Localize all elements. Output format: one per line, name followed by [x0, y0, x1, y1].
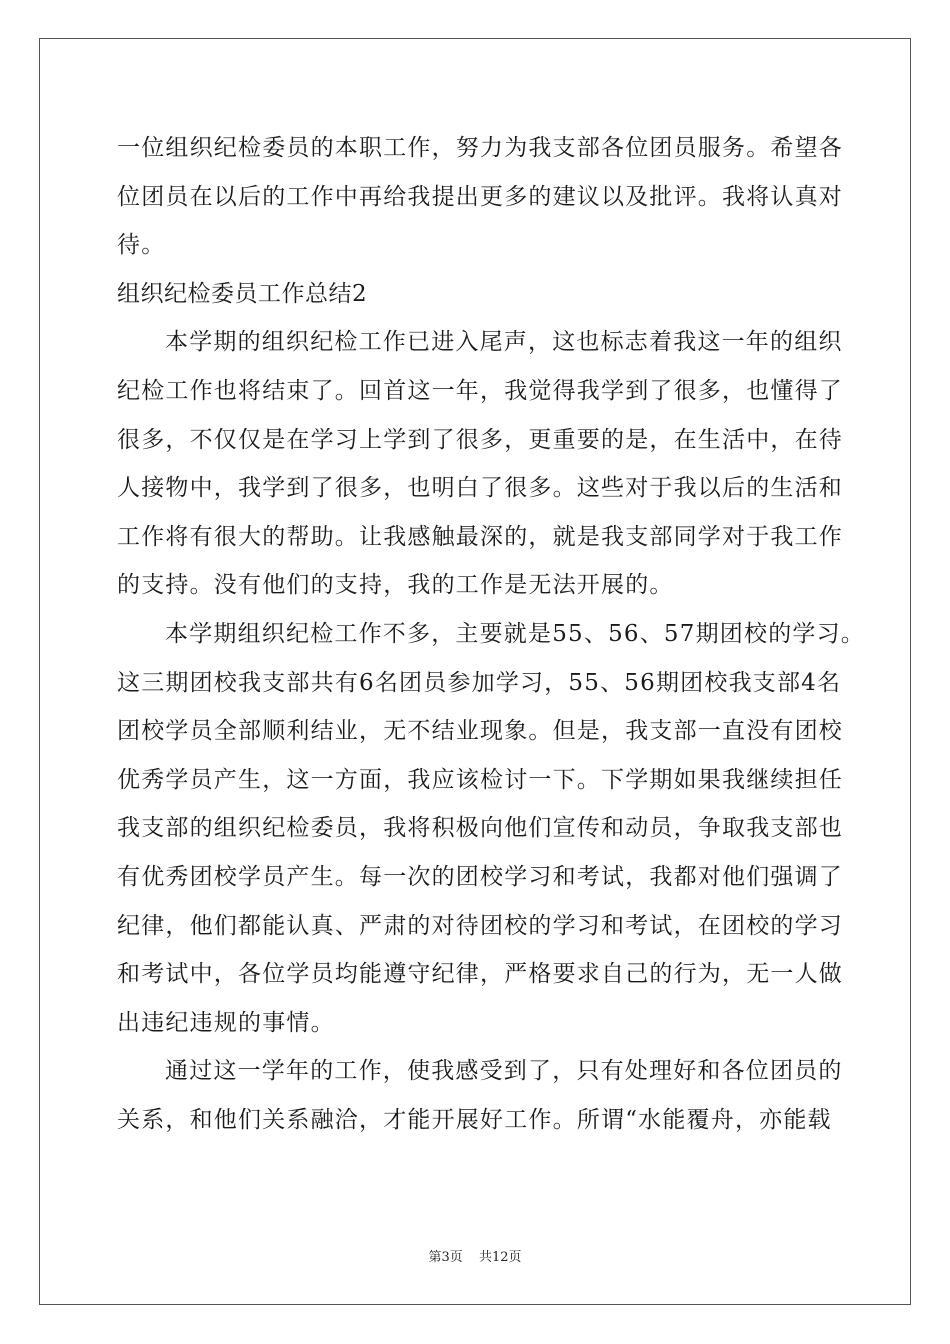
text-line: 和考试中，各位学员均能遵守纪律，严格要求自己的行为，无一人做	[117, 961, 843, 988]
text-line: 很多，不仅仅是在学习上学到了很多，更重要的是，在生活中，在待	[117, 426, 843, 453]
text-line: 我支部的组织纪检委员，我将积极向他们宣传和动员，争取我支部也	[117, 815, 843, 842]
text-line: 纪检工作也将结束了。回首这一年，我觉得我学到了很多，也懂得了	[117, 377, 843, 404]
paragraph-first-line: 本学期组织纪检工作不多，主要就是55、56、57期团校的学习。	[165, 620, 865, 647]
text-line: 优秀学员产生，这一方面，我应该检讨一下。下学期如果我继续担任	[117, 766, 843, 793]
paragraph-first-line: 通过这一学年的工作，使我感受到了，只有处理好和各位团员的	[165, 1058, 843, 1085]
section-heading: 组织纪检委员工作总结2	[117, 280, 368, 307]
page-total: 共12页	[478, 1250, 522, 1265]
text-line: 关系，和他们关系融洽，才能开展好工作。所谓“水能覆舟，亦能载	[117, 1106, 832, 1133]
text-line: 一位组织纪检委员的本职工作，努力为我支部各位团员服务。希望各	[117, 135, 843, 161]
text-line: 位团员在以后的工作中再给我提出更多的建议以及批评。我将认真对	[117, 183, 843, 210]
text-line: 纪律，他们都能认真、严肃的对待团校的学习和考试，在团校的学习	[117, 912, 843, 939]
page-footer	[0, 1246, 950, 1265]
text-line: 待。	[117, 232, 166, 259]
text-line: 工作将有很大的帮助。让我感触最深的，就是我支部同学对于我工作	[117, 523, 843, 550]
text-line: 团校学员全部顺利结业，无不结业现象。但是，我支部一直没有团校	[117, 718, 843, 745]
text-line: 的支持。没有他们的支持，我的工作是无法开展的。	[117, 572, 674, 599]
paragraph-first-line: 本学期的组织纪检工作已进入尾声，这也标志着我这一年的组织	[165, 329, 843, 356]
document-body	[117, 124, 865, 1144]
page-number: 第3页	[428, 1250, 463, 1265]
text-line: 出违纪违规的事情。	[117, 1009, 335, 1036]
text-line: 人接物中，我学到了很多，也明白了很多。这些对于我以后的生活和	[117, 475, 843, 502]
text-line: 有优秀团校学员产生。每一次的团校学习和考试，我都对他们强调了	[117, 863, 843, 890]
text-line: 这三期团校我支部共有6名团员参加学习，55、56期团校我支部4名	[117, 669, 842, 696]
